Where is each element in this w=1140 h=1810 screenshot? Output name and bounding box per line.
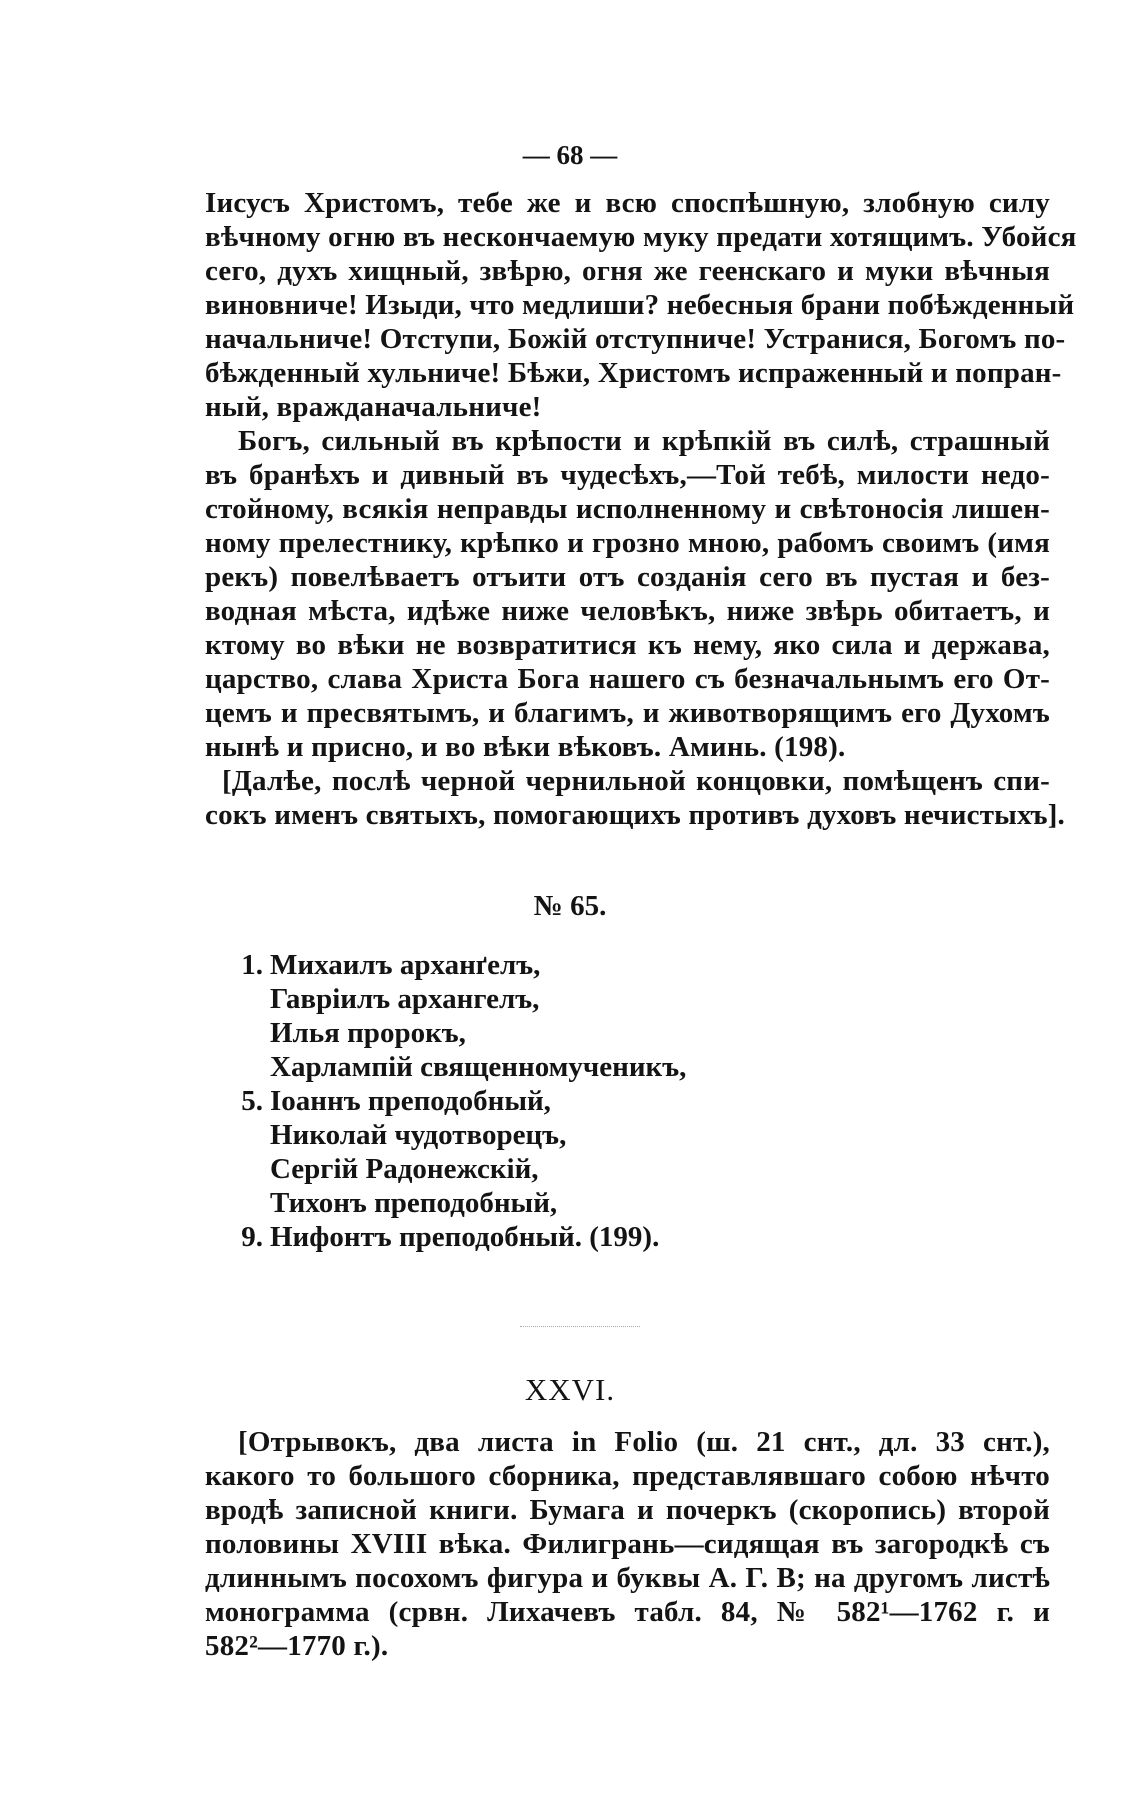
list-item-text: Николай чудотворецъ, (270, 1119, 567, 1151)
list-item-text: Іоаннъ преподобный, (270, 1085, 551, 1117)
chapter-heading: XXVI. (524, 1372, 616, 1407)
paragraph4-line-3: вродѣ записной книги. Бумага и почеркъ (скоропись) второй (205, 1494, 1050, 1526)
paragraph2-line-8: царство, слава Христа Бога нашего съ безначальнымъ его От- (205, 663, 1050, 695)
paragraph1-line-2: вѣчному огню въ нескончаемую муку предати хотящимъ. Убойся (205, 221, 1077, 253)
paragraph4-line-5: длиннымъ посохомъ фигура и буквы А. Г. В; на другомъ листѣ (205, 1562, 1050, 1594)
paragraph4-line-2: какого то большого сборника, представлявшаго собою нѣчто (205, 1460, 1050, 1492)
section-divider (520, 1326, 640, 1327)
list-item-text: Сергій Радонежскій, (270, 1153, 539, 1185)
paragraph2-line-6: водная мѣста, идѣже ниже человѣкъ, ниже звѣрь обитаетъ, и (205, 595, 1050, 627)
paragraph1-line-7: ный, вражданачальниче! (205, 391, 542, 423)
paragraph2-line-5: рекъ) повелѣваетъ отъити отъ созданія сего въ пустая и без- (205, 561, 1050, 593)
paragraph3-line-1: [Далѣе, послѣ черной чернильной концовки, помѣщенъ спи- (222, 765, 1050, 797)
paragraph2-line-1: Богъ, сильный въ крѣпости и крѣпкій въ силѣ, страшный (238, 425, 1050, 457)
paragraph2-line-10: нынѣ и присно, и во вѣки вѣковъ. Аминь. (198). (205, 731, 846, 763)
list-item-text: Тихонъ преподобный, (270, 1187, 558, 1219)
list-item-number: 1. (241, 949, 263, 981)
page-number: — 68 — (522, 140, 618, 170)
paragraph2-line-9: цемъ и пресвятымъ, и благимъ, и животворящимъ его Духомъ (205, 697, 1050, 729)
paragraph1-line-5: начальниче! Отступи, Божій отступниче! Устранися, Богомъ по- (205, 323, 1066, 355)
section-number: № 65. (533, 890, 607, 922)
paragraph1-line-6: бѣжденный хульниче! Бѣжи, Христомъ испраженный и попран- (205, 357, 1062, 389)
paragraph4-line-6: монограмма (срвн. Лихачевъ табл. 84, № 582¹—1762 г. и (205, 1596, 1050, 1628)
paragraph2-line-4: ному прелестнику, крѣпко и грозно мною, рабомъ своимъ (имя (205, 527, 1050, 559)
paragraph2-line-7: ктому во вѣки не возвратитися къ нему, яко сила и держава, (205, 629, 1050, 661)
paragraph2-line-3: стойному, всякія неправды исполненному и свѣтоносія лишен- (205, 493, 1050, 525)
paragraph4-line-1: [Отрывокъ, два листа in Folio (ш. 21 снт., дл. 33 снт.), (238, 1426, 1050, 1458)
paragraph1-line-1: Іисусъ Христомъ, тебе же и всю споспѣшную, злобную силу (205, 187, 1050, 219)
list-item-number: 5. (241, 1085, 263, 1117)
list-item-text: Нифонтъ преподобный. (199). (270, 1221, 660, 1253)
paragraph1-line-3: сего, духъ хищный, звѣрю, огня же геенскаго и муки вѣчныя (205, 255, 1050, 287)
list-item-text: Гавріилъ архангелъ, (270, 983, 540, 1015)
list-item-text: Харлампій священномученикъ, (270, 1051, 687, 1083)
paragraph4-line-4: половины XVIII вѣка. Филигрань—сидящая въ загородкѣ съ (205, 1528, 1050, 1560)
paragraph2-line-2: въ бранѣхъ и дивный въ чудесѣхъ,—Той тебѣ, милости недо- (205, 459, 1050, 491)
list-item-text: Михаилъ арханґелъ, (270, 949, 541, 981)
paragraph4-line-7: 582²—1770 г.). (205, 1630, 389, 1662)
list-item-text: Илья пророкъ, (270, 1017, 466, 1049)
paragraph3-line-2: сокъ именъ святыхъ, помогающихъ противъ духовъ нечистыхъ]. (205, 799, 1066, 831)
paragraph1-line-4: виновниче! Изыди, что медлиши? небесныя брани побѣжденный (205, 289, 1075, 321)
list-item-number: 9. (241, 1221, 263, 1253)
